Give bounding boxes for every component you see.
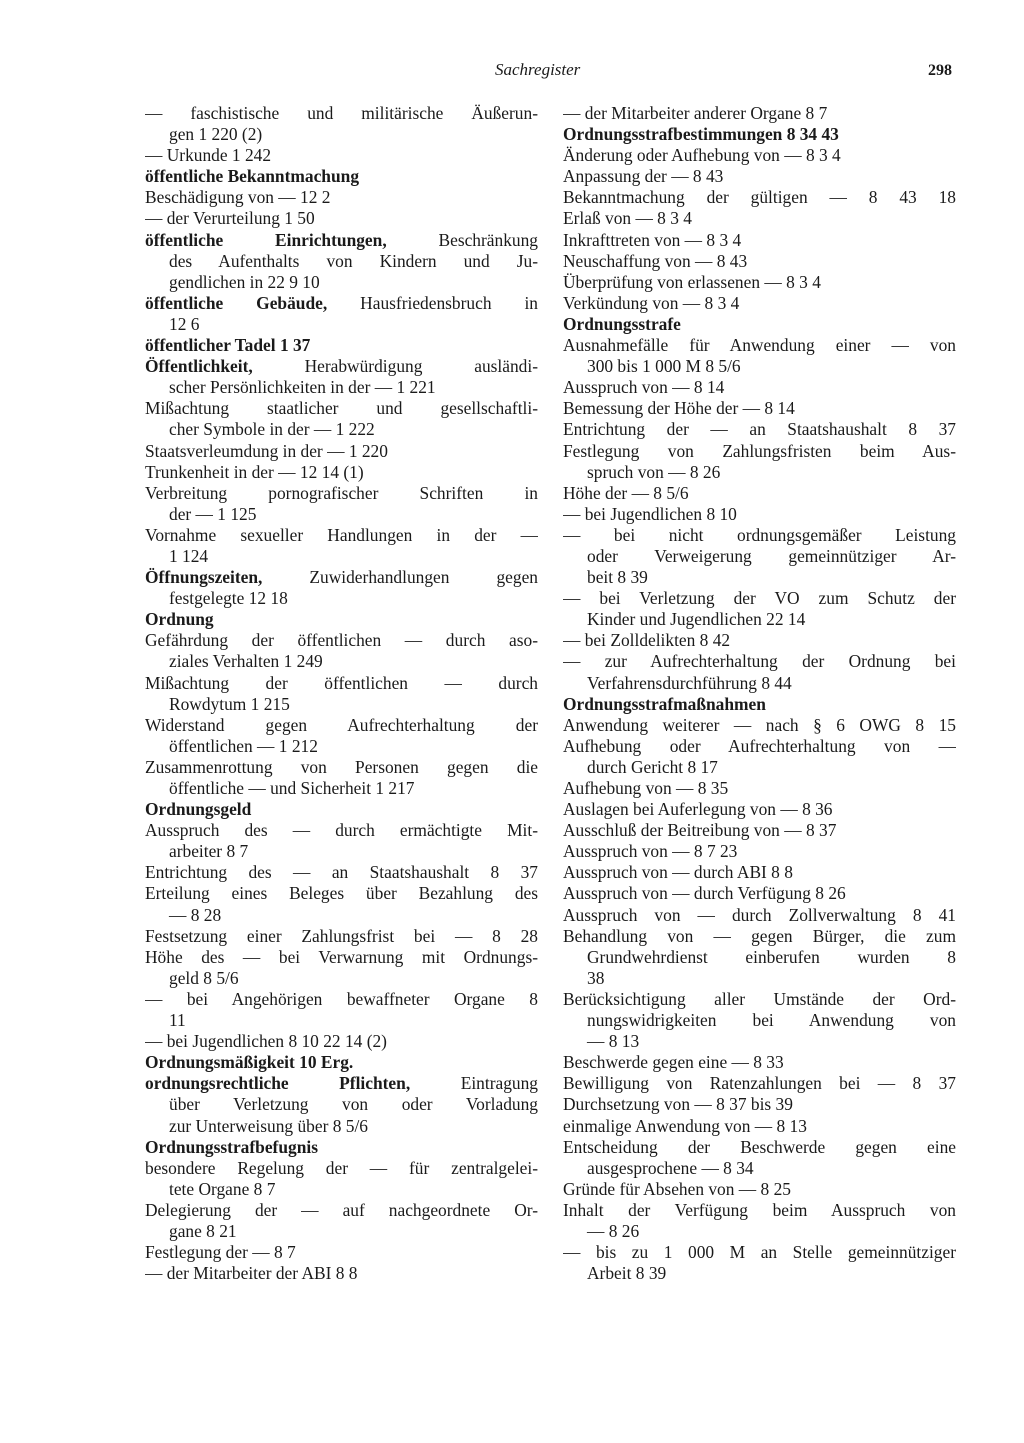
index-line: Ordnungsstrafbefugnis (145, 1136, 318, 1157)
index-line: Zusammenrottung von Personen gegen die (145, 756, 538, 777)
index-line: — 8 13 (587, 1031, 640, 1052)
index-line: Beschwerde gegen eine — 8 33 (563, 1052, 784, 1073)
index-line: öffentliche Gebäude, Hausfriedensbruch in (145, 292, 538, 313)
index-line: Aufhebung von — 8 35 (563, 778, 729, 798)
index-line: 12 6 (169, 313, 200, 334)
index-line: — bei nicht ordnungsgemäßer Leistung (563, 524, 956, 545)
index-line: Ordnungsstrafbestimmungen 8 34 43 (563, 124, 839, 145)
index-line: ausgesprochene — 8 34 (587, 1157, 754, 1178)
index-line: Inhalt der Verfügung beim Ausspruch von (563, 1199, 956, 1220)
index-line: Anwendung weiterer — nach § 6 OWG 8 15 (563, 714, 956, 735)
index-line: Ausspruch des — durch ermächtigte Mit- (145, 820, 538, 841)
index-line: öffentliche Einrichtungen, Beschränkung (145, 229, 538, 250)
index-line: Ausspruch von — 8 7 23 (563, 841, 738, 862)
index-line: Ausnahmefälle für Anwendung einer — von (563, 335, 956, 356)
index-line: Auslagen bei Auferlegung von — 8 36 (563, 799, 833, 820)
index-line: — faschistische und militärische Äußerun- (145, 103, 538, 123)
index-line: Überprüfung von erlassenen — 8 3 4 (563, 271, 821, 292)
index-line: Neuschaffung von — 8 43 (563, 250, 748, 271)
index-line: Ausspruch von — 8 14 (563, 377, 725, 398)
index-line: — der Verurteilung 1 50 (145, 208, 315, 229)
index-line: Höhe des — bei Verwarnung mit Ordnungs- (145, 946, 538, 967)
index-line: — Urkunde 1 242 (145, 145, 272, 166)
index-line: Entrichtung des — an Staatshaushalt 8 37 (145, 862, 538, 883)
index-line: Verfahrensdurchführung 8 44 (587, 672, 792, 693)
index-line: Mißachtung der öffentlichen — durch (145, 672, 538, 693)
index-line: Höhe der — 8 5/6 (563, 482, 689, 503)
index-line: besondere Regelung der — für zentralgelei- (145, 1157, 538, 1178)
index-line: Erlaß von — 8 3 4 (563, 208, 692, 229)
index-line: einmalige Anwendung von — 8 13 (563, 1115, 807, 1136)
index-line: Grundwehrdienst einberufen wurden 8 (587, 946, 956, 967)
index-line: — bei Verletzung der VO zum Schutz der (563, 588, 956, 609)
index-line: ziales Verhalten 1 249 (169, 651, 323, 672)
index-line: Vornahme sexueller Handlungen in der — (145, 524, 538, 545)
index-line: — der Mitarbeiter der ABI 8 8 (145, 1263, 358, 1284)
index-line: Bewilligung von Ratenzahlungen bei — 8 37 (563, 1073, 956, 1094)
index-line: Berücksichtigung aller Umstände der Ord- (563, 988, 956, 1009)
index-line: — bei Angehörigen bewaffneter Organe 8 (145, 988, 538, 1009)
index-line: Entscheidung der Beschwerde gegen eine (563, 1136, 956, 1157)
index-line: 38 (587, 967, 605, 988)
index-line: der — 1 125 (169, 503, 257, 524)
index-line: 1 124 (169, 545, 209, 566)
index-line: spruch von — 8 26 (587, 461, 721, 482)
index-line: scher Persönlichkeiten in der — 1 221 (169, 377, 436, 398)
index-line: Ausspruch von — durch Zollverwaltung 8 41 (563, 904, 956, 925)
index-line: durch Gericht 8 17 (587, 756, 718, 777)
index-line: beit 8 39 (587, 567, 648, 588)
index-line: — zur Aufrechterhaltung der Ordnung bei (563, 651, 956, 672)
running-title: Sachregister (495, 60, 581, 79)
index-line: — bei Zolldelikten 8 42 (563, 630, 731, 651)
index-line: Öffnungszeiten, Zuwiderhandlungen gegen (145, 567, 538, 588)
index-line: — 8 28 (169, 904, 222, 925)
index-line: Festlegung von Zahlungsfristen beim Aus- (563, 440, 956, 461)
index-line: Festsetzung einer Zahlungsfrist bei — 8 28 (145, 925, 538, 946)
index-line: Erteilung eines Beleges über Bezahlung des (145, 883, 538, 904)
index-line: Bekanntmachung der gültigen — 8 43 18 (563, 187, 956, 208)
index-line: zur Unterweisung über 8 5/6 (169, 1115, 368, 1136)
index-line: nungswidrigkeiten bei Anwendung von (587, 1010, 956, 1031)
index-column-right (563, 103, 956, 1284)
index-line: Delegierung der — auf nachgeordnete Or- (145, 1199, 538, 1220)
index-line: Durchsetzung von — 8 37 bis 39 (563, 1094, 793, 1115)
index-line: gane 8 21 (169, 1220, 237, 1241)
index-line: — bei Jugendlichen 8 10 (563, 503, 737, 524)
index-line: festgelegte 12 18 (169, 588, 288, 609)
index-line: Beschädigung von — 12 2 (145, 187, 331, 208)
index-line: über Verletzung von oder Vorladung (169, 1094, 538, 1115)
index-line: — bei Jugendlichen 8 10 22 14 (2) (145, 1031, 387, 1052)
index-line: Ausspruch von — durch Verfügung 8 26 (563, 883, 846, 904)
index-line: tete Organe 8 7 (169, 1178, 276, 1199)
index-line: Ordnung (145, 609, 214, 630)
index-line: gendlichen in 22 9 10 (169, 271, 320, 292)
index-line: Anpassung der — 8 43 (563, 166, 724, 187)
index-line: Ordnungsmäßigkeit 10 Erg. (145, 1052, 354, 1073)
index-line: Behandlung von — gegen Bürger, die zum (563, 925, 956, 946)
index-line: Trunkenheit in der — 12 14 (1) (145, 461, 364, 482)
index-line: öffentliche Bekanntmachung (145, 166, 360, 187)
index-line: öffentlichen — 1 212 (169, 735, 318, 756)
index-line: ordnungsrechtliche Pflichten, Eintragung (145, 1073, 538, 1094)
index-line: Verbreitung pornografischer Schriften in (145, 482, 538, 503)
index-line: 300 bis 1 000 M 8 5/6 (587, 356, 741, 377)
index-line: Aufhebung oder Aufrechterhaltung von — (563, 735, 956, 756)
index-line: — 8 26 (587, 1220, 640, 1241)
index-line: Ausschluß der Beitreibung von — 8 37 (563, 820, 837, 841)
index-line: Ordnungsgeld (145, 799, 252, 820)
index-line: — bis zu 1 000 M an Stelle gemeinnütziger (563, 1242, 956, 1263)
index-line: Gefährdung der öffentlichen — durch aso- (145, 630, 538, 651)
index-line: Ordnungsstrafe (563, 313, 681, 334)
index-line: Kinder und Jugendlichen 22 14 (587, 609, 806, 630)
index-line: Öffentlichkeit, Herabwürdigung ausländi- (145, 356, 538, 377)
index-line: Ordnungsstrafmaßnahmen (563, 693, 766, 714)
index-line: Rowdytum 1 215 (169, 693, 290, 714)
index-line: Entrichtung der — an Staatshaushalt 8 37 (563, 419, 956, 440)
index-line: Bemessung der Höhe der — 8 14 (563, 398, 795, 419)
index-line: des Aufenthalts von Kindern und Ju- (169, 250, 538, 271)
index-line: Arbeit 8 39 (587, 1263, 667, 1284)
index-line: — der Mitarbeiter anderer Organe 8 7 (563, 103, 828, 123)
page-number: 298 (928, 62, 952, 79)
index-column-left (145, 103, 538, 1284)
index-line: arbeiter 8 7 (169, 841, 249, 862)
index-line: Änderung oder Aufhebung von — 8 3 4 (563, 145, 841, 166)
index-line: Ausspruch von — durch ABI 8 8 (563, 862, 793, 883)
index-line: Verkündung von — 8 3 4 (563, 292, 740, 313)
index-line: gen 1 220 (2) (169, 124, 263, 145)
index-line: geld 8 5/6 (169, 967, 239, 988)
index-line: Mißachtung staatlicher und gesellschaftli- (145, 398, 538, 419)
index-line: Staatsverleumdung in der — 1 220 (145, 440, 388, 461)
index-line: öffentliche — und Sicherheit 1 217 (169, 778, 415, 798)
index-line: Gründe für Absehen von — 8 25 (563, 1178, 791, 1199)
index-line: öffentlicher Tadel 1 37 (145, 335, 311, 356)
index-line: Widerstand gegen Aufrechterhaltung der (145, 714, 538, 735)
index-line: 11 (169, 1010, 186, 1031)
page-header (0, 58, 1024, 88)
index-line: cher Symbole in der — 1 222 (169, 419, 375, 440)
index-line: oder Verweigerung gemeinnütziger Ar- (587, 545, 956, 566)
index-line: Inkrafttreten von — 8 3 4 (563, 229, 742, 250)
index-line: Festlegung der — 8 7 (145, 1242, 296, 1263)
